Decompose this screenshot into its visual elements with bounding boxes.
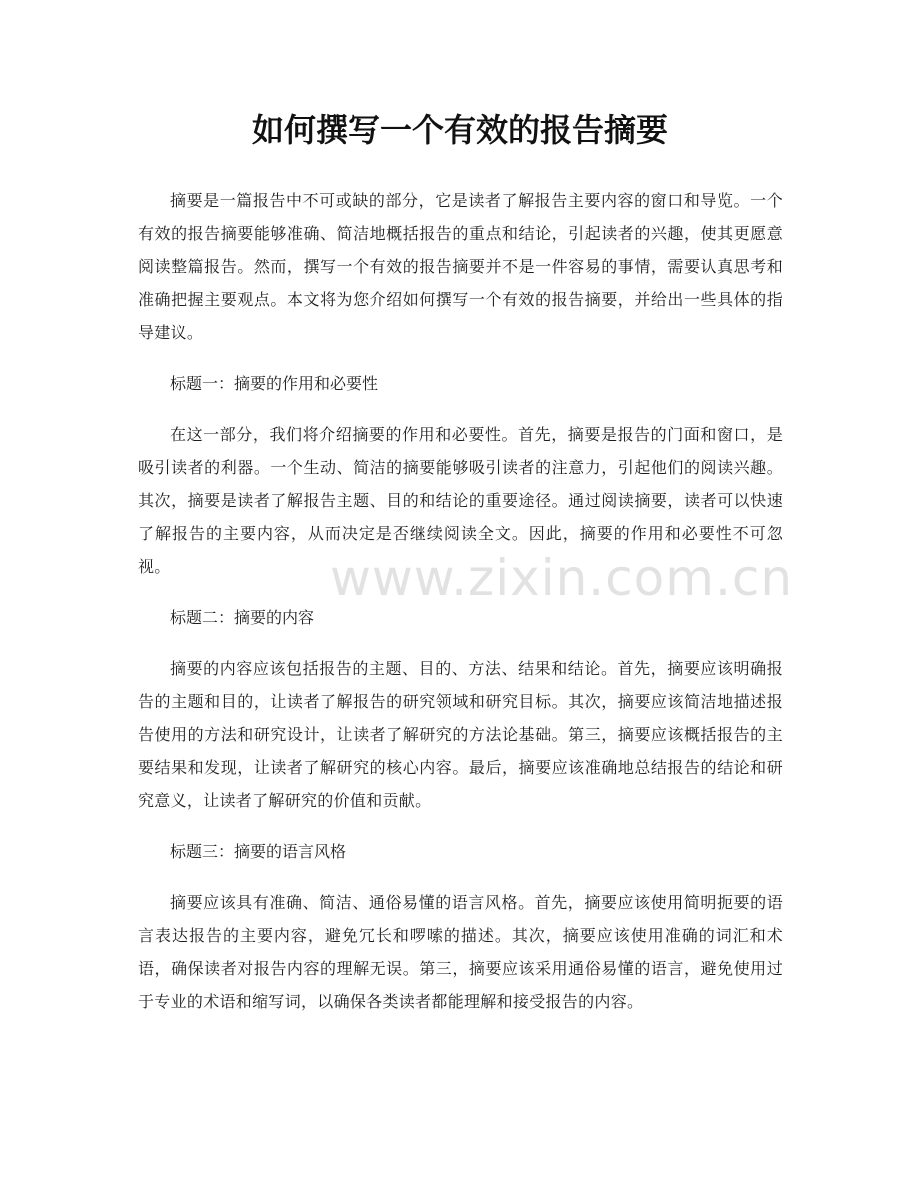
section-heading-3: 标题三：摘要的语言风格: [170, 842, 347, 861]
section-heading-1: 标题一：摘要的作用和必要性: [170, 374, 379, 393]
section-heading-2: 标题二：摘要的内容: [170, 608, 315, 627]
document-title: 如何撰写一个有效的报告摘要: [251, 111, 668, 149]
document-body: [138, 184, 794, 1036]
section-paragraph-2: 摘要的内容应该包括报告的主题、目的、方法、结果和结论。首先，摘要应该明确报告的主题和目的，让读者了解报告的研究领域和研究目标。其次，摘要应该简洁地描述报告使用的方法和研究设计，让读者了解研究的方法论基础。第三，摘要应该概括报告的主要结果和发现，让读者了解研究的核心内容。最后，摘要应该准确地总结报告的结论和研究意义，让读者了解研究的价值和贡献。: [138, 659, 783, 810]
section-paragraph-1: 在这一部分，我们将介绍摘要的作用和必要性。首先，摘要是报告的门面和窗口，是吸引读者的利器。一个生动、简洁的摘要能够吸引读者的注意力，引起他们的阅读兴趣。其次，摘要是读者了解报告主题、目的和结论的重要途径。通过阅读摘要，读者可以快速了解报告的主要内容，从而决定是否继续阅读全文。因此，摘要的作用和必要性不可忽视。: [138, 425, 783, 576]
watermark: www.zixin.com.cn: [330, 549, 794, 607]
intro-paragraph: 摘要是一篇报告中不可或缺的部分，它是读者了解报告主要内容的窗口和导览。一个有效的报告摘要能够准确、简洁地概括报告的重点和结论，引起读者的兴趣，使其更愿意阅读整篇报告。然而，撰写一个有效的报告摘要并不是一件容易的事情，需要认真思考和准确把握主要观点。本文将为您介绍如何撰写一个有效的报告摘要，并给出一些具体的指导建议。: [138, 191, 783, 342]
section-paragraph-3: 摘要应该具有准确、简洁、通俗易懂的语言风格。首先，摘要应该使用简明扼要的语言表达报告的主要内容，避免冗长和啰嗦的描述。其次，摘要应该使用准确的词汇和术语，确保读者对报告内容的理解无误。第三，摘要应该采用通俗易懂的语言，避免使用过于专业的术语和缩写词，以确保各类读者都能理解和接受报告的内容。: [138, 893, 783, 1011]
